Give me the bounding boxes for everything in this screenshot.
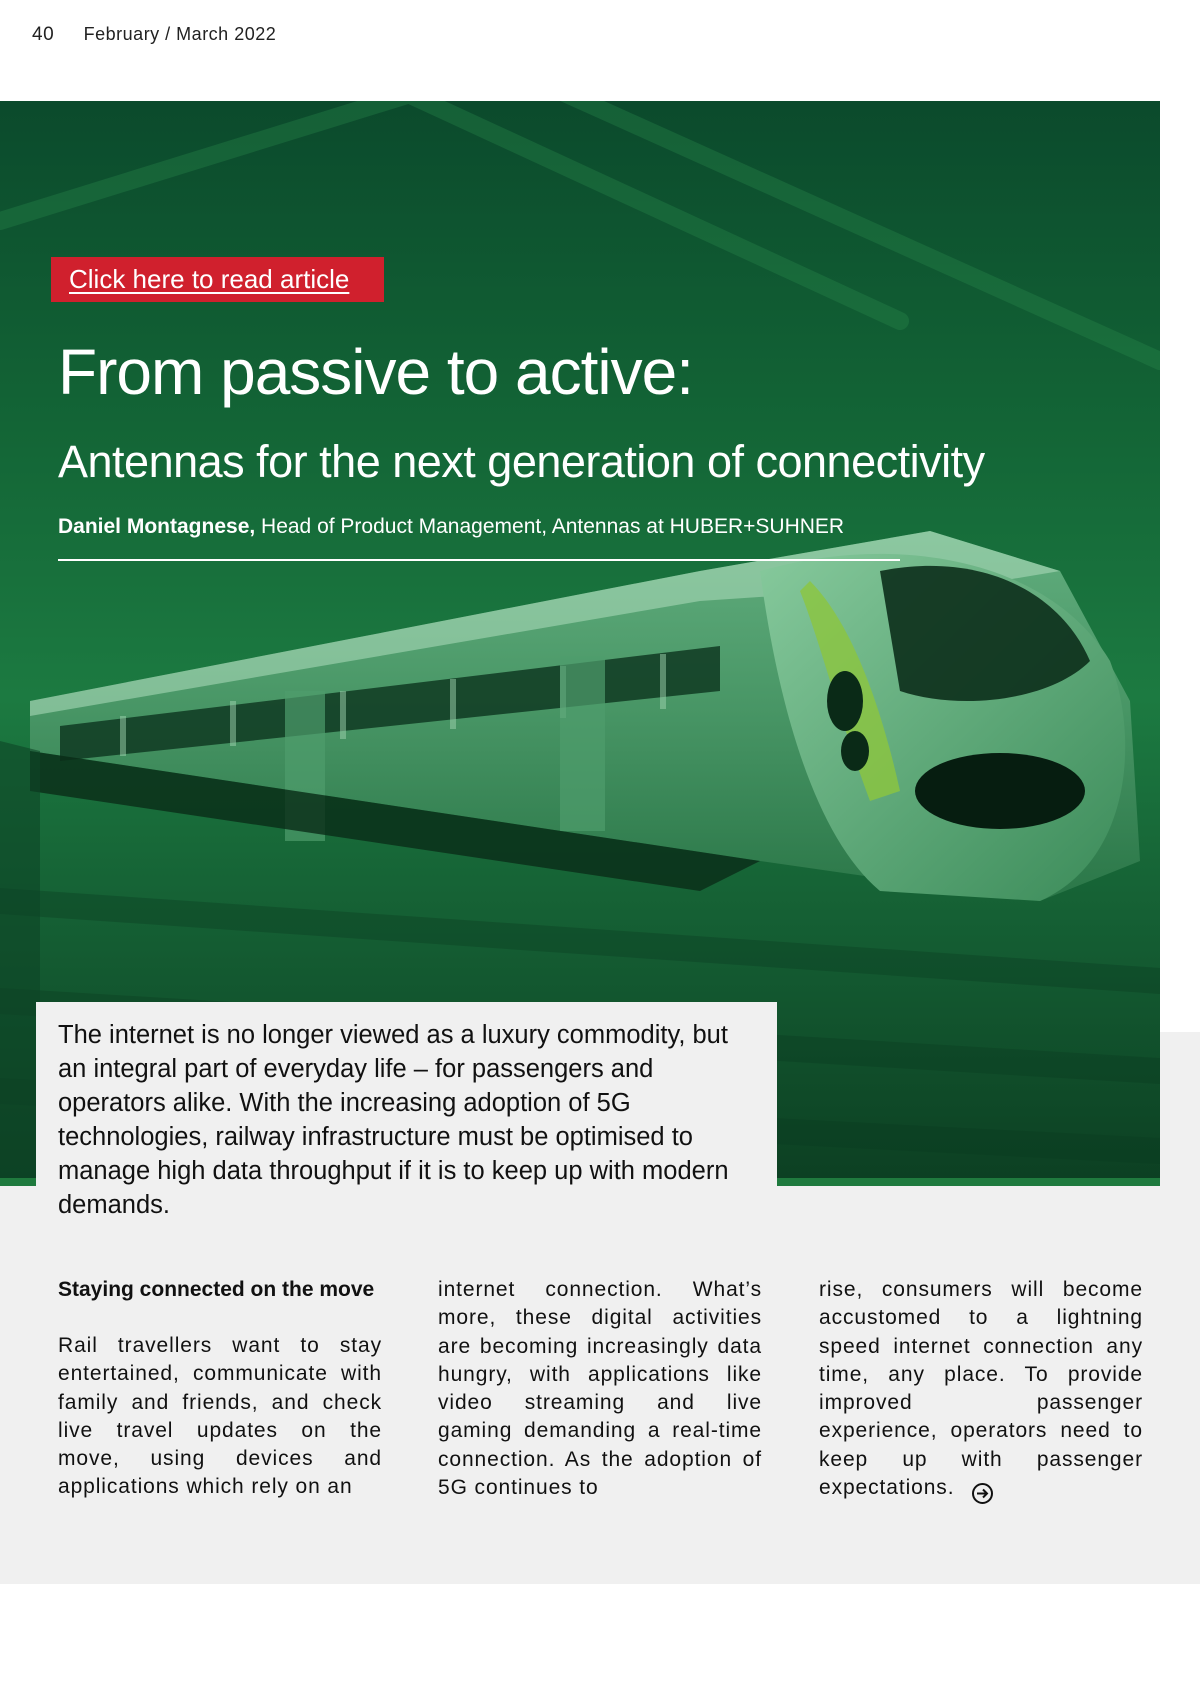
read-article-button[interactable] — [51, 257, 384, 302]
intro-panel — [36, 1002, 777, 1219]
body-text: rise, consumers will become accustomed to a lightning speed internet connection any time, any place. To provide improved passenger experience, operators need to keep up with passenger expectations. — [819, 1278, 1143, 1500]
author-name: Daniel Montagnese, — [58, 515, 256, 538]
article-subtitle: Antennas for the next generation of connectivity — [58, 436, 985, 487]
body-text: Rail travellers want to stay entertained, communicate with family and friends, and check live travel updates on the move, using devices and applications which rely on an — [58, 1334, 382, 1499]
issue-date: February / March 2022 — [83, 24, 277, 44]
intro-text: The internet is no longer viewed as a luxury commodity, but an integral part of everyday life – for passengers and operators alike. With the increasing adoption of 5G technologies, railway infrastructure must be optimised to manage high data throughput if it is to keep up with modern demands. — [58, 1021, 729, 1219]
article-column-1 — [58, 1276, 382, 1502]
read-article-link[interactable]: Click here to read article — [69, 264, 350, 294]
article-title: From passive to active: — [58, 336, 693, 408]
article-column-3 — [819, 1276, 1143, 1504]
page-header — [32, 24, 276, 46]
section-heading: Staying connected on the move — [58, 1278, 375, 1301]
article-column-2 — [438, 1276, 762, 1502]
arrow-right-circle-icon[interactable] — [972, 1483, 993, 1504]
body-text: internet connection. What’s more, these digital activities are becoming increasingly data hungry, with applications like video streaming and live gaming demanding a real-time connection. As the adoption of 5G continues to — [438, 1278, 762, 1500]
divider — [58, 559, 900, 561]
page-number: 40 — [32, 24, 55, 45]
byline — [58, 515, 844, 539]
author-role: Head of Product Management, Antennas at HUBER+SUHNER — [255, 515, 845, 538]
